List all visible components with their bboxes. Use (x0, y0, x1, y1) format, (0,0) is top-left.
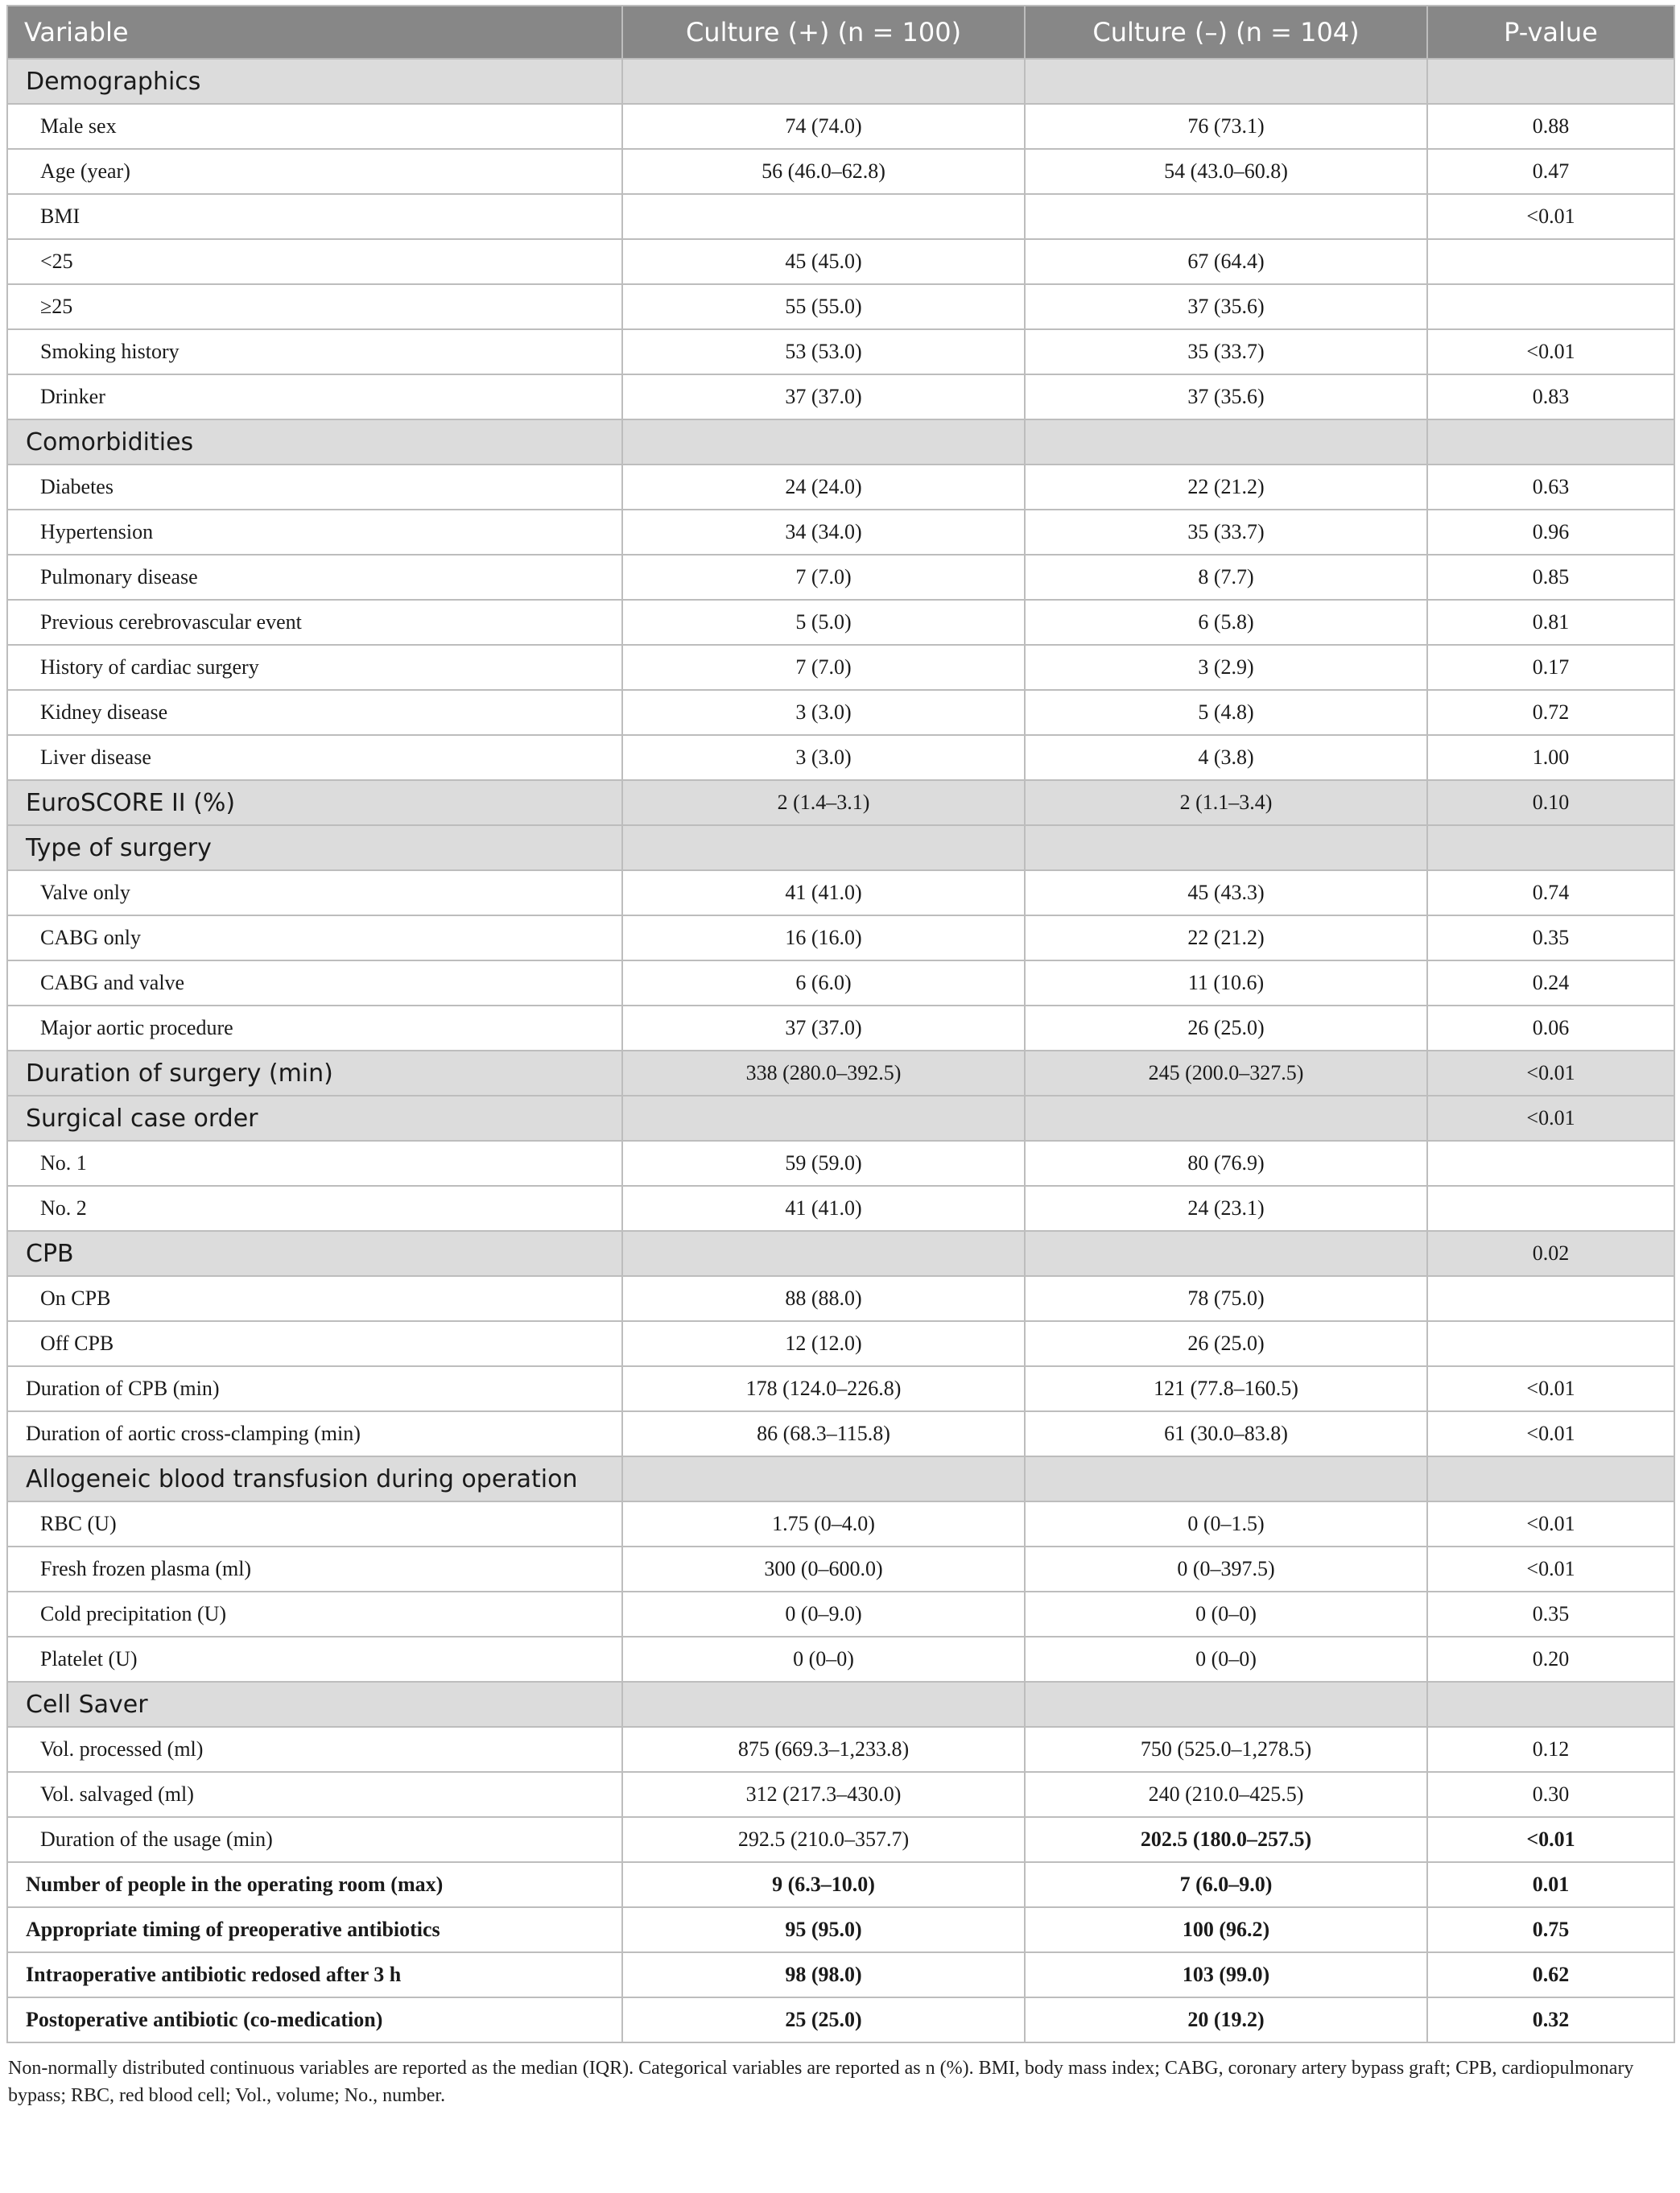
row-label: Diabetes (7, 465, 622, 510)
culture-positive-cell: 37 (37.0) (622, 374, 1025, 419)
row-label: Vol. salvaged (ml) (7, 1772, 622, 1817)
culture-negative-cell: 80 (76.9) (1025, 1141, 1427, 1186)
culture-negative-cell: 5 (4.8) (1025, 690, 1427, 735)
p-value-cell: 0.06 (1427, 1006, 1674, 1051)
culture-positive-cell: 34 (34.0) (622, 510, 1025, 555)
row-label: Kidney disease (7, 690, 622, 735)
p-value-cell: 0.35 (1427, 915, 1674, 960)
p-value-cell (1427, 1276, 1674, 1321)
culture-positive-cell: 25 (25.0) (622, 1997, 1025, 2042)
p-value-cell: 0.35 (1427, 1592, 1674, 1637)
table-row (7, 1907, 1674, 1952)
row-label: History of cardiac surgery (7, 645, 622, 690)
p-value-cell: <0.01 (1427, 329, 1674, 374)
p-value-cell: 0.24 (1427, 960, 1674, 1006)
row-label: Age (year) (7, 149, 622, 194)
row-label: Hypertension (7, 510, 622, 555)
row-label: Platelet (U) (7, 1637, 622, 1682)
culture-negative-cell (1025, 825, 1427, 870)
row-label: Vol. processed (ml) (7, 1727, 622, 1772)
p-value-cell (1427, 419, 1674, 465)
culture-positive-cell: 24 (24.0) (622, 465, 1025, 510)
row-label: Cell Saver (7, 1682, 622, 1727)
culture-positive-cell: 59 (59.0) (622, 1141, 1025, 1186)
row-label: Duration of aortic cross-clamping (min) (7, 1411, 622, 1456)
culture-negative-cell: 0 (0–0) (1025, 1592, 1427, 1637)
table-row (7, 960, 1674, 1006)
table-row (7, 645, 1674, 690)
culture-positive-cell: 41 (41.0) (622, 1186, 1025, 1231)
header-variable: Variable (7, 6, 622, 59)
culture-negative-cell (1025, 1682, 1427, 1727)
culture-positive-cell: 0 (0–0) (622, 1637, 1025, 1682)
section-row (7, 1682, 1674, 1727)
row-label: Drinker (7, 374, 622, 419)
culture-positive-cell: 88 (88.0) (622, 1276, 1025, 1321)
row-label: Cold precipitation (U) (7, 1592, 622, 1637)
table-row (7, 555, 1674, 600)
culture-negative-cell: 20 (19.2) (1025, 1997, 1427, 2042)
p-value-cell: 0.20 (1427, 1637, 1674, 1682)
p-value-cell: <0.01 (1427, 1501, 1674, 1547)
table-row (7, 1952, 1674, 1997)
table-row (7, 600, 1674, 645)
culture-positive-cell: 98 (98.0) (622, 1952, 1025, 1997)
table-row (7, 1637, 1674, 1682)
row-label: Smoking history (7, 329, 622, 374)
culture-positive-cell: 9 (6.3–10.0) (622, 1862, 1025, 1907)
table-row (7, 1862, 1674, 1907)
table-body (7, 59, 1674, 2042)
row-label: CPB (7, 1231, 622, 1276)
table-row (7, 194, 1674, 239)
culture-positive-cell: 41 (41.0) (622, 870, 1025, 915)
table-row (7, 510, 1674, 555)
culture-negative-cell: 35 (33.7) (1025, 329, 1427, 374)
row-label: Major aortic procedure (7, 1006, 622, 1051)
culture-negative-cell: 54 (43.0–60.8) (1025, 149, 1427, 194)
culture-positive-cell: 6 (6.0) (622, 960, 1025, 1006)
culture-positive-cell (622, 1682, 1025, 1727)
row-label: Liver disease (7, 735, 622, 780)
p-value-cell: <0.01 (1427, 1096, 1674, 1141)
culture-positive-cell: 2 (1.4–3.1) (622, 780, 1025, 825)
culture-negative-cell: 37 (35.6) (1025, 284, 1427, 329)
culture-positive-cell: 7 (7.0) (622, 645, 1025, 690)
p-value-cell: 0.74 (1427, 870, 1674, 915)
culture-positive-cell: 1.75 (0–4.0) (622, 1501, 1025, 1547)
culture-negative-cell: 202.5 (180.0–257.5) (1025, 1817, 1427, 1862)
culture-positive-cell (622, 1096, 1025, 1141)
table-row (7, 1186, 1674, 1231)
row-label: Appropriate timing of preoperative antibiotics (7, 1907, 622, 1952)
culture-positive-cell: 74 (74.0) (622, 104, 1025, 149)
p-value-cell: <0.01 (1427, 1547, 1674, 1592)
culture-positive-cell (622, 59, 1025, 104)
p-value-cell: 0.75 (1427, 1907, 1674, 1952)
table-row (7, 1817, 1674, 1862)
p-value-cell (1427, 1141, 1674, 1186)
section-row (7, 59, 1674, 104)
header-culture-negative: Culture (–) (n = 104) (1025, 6, 1427, 59)
table-row (7, 1411, 1674, 1456)
culture-positive-cell: 338 (280.0–392.5) (622, 1051, 1025, 1096)
row-label: Comorbidities (7, 419, 622, 465)
culture-negative-cell (1025, 59, 1427, 104)
p-value-cell (1427, 1321, 1674, 1366)
row-label: Surgical case order (7, 1096, 622, 1141)
culture-positive-cell (622, 1231, 1025, 1276)
row-label: Pulmonary disease (7, 555, 622, 600)
p-value-cell: 0.47 (1427, 149, 1674, 194)
section-row (7, 780, 1674, 825)
p-value-cell: <0.01 (1427, 1411, 1674, 1456)
row-label: BMI (7, 194, 622, 239)
row-label: Number of people in the operating room (max) (7, 1862, 622, 1907)
culture-positive-cell: 875 (669.3–1,233.8) (622, 1727, 1025, 1772)
p-value-cell: <0.01 (1427, 1051, 1674, 1096)
culture-negative-cell: 0 (0–1.5) (1025, 1501, 1427, 1547)
culture-negative-cell (1025, 1231, 1427, 1276)
culture-positive-cell (622, 419, 1025, 465)
table-row (7, 1592, 1674, 1637)
p-value-cell (1427, 1682, 1674, 1727)
row-label: EuroSCORE II (%) (7, 780, 622, 825)
row-label: Duration of CPB (min) (7, 1366, 622, 1411)
culture-negative-cell: 103 (99.0) (1025, 1952, 1427, 1997)
table-row (7, 149, 1674, 194)
p-value-cell: 0.83 (1427, 374, 1674, 419)
table-row (7, 1997, 1674, 2042)
table-row (7, 1727, 1674, 1772)
p-value-cell: 0.01 (1427, 1862, 1674, 1907)
row-label: Allogeneic blood transfusion during operation (7, 1456, 622, 1501)
p-value-cell (1427, 1186, 1674, 1231)
culture-negative-cell: 78 (75.0) (1025, 1276, 1427, 1321)
p-value-cell: 0.12 (1427, 1727, 1674, 1772)
culture-negative-cell: 0 (0–0) (1025, 1637, 1427, 1682)
culture-negative-cell: 76 (73.1) (1025, 104, 1427, 149)
section-row (7, 825, 1674, 870)
table-row (7, 690, 1674, 735)
culture-positive-cell: 86 (68.3–115.8) (622, 1411, 1025, 1456)
row-label: <25 (7, 239, 622, 284)
row-label: Off CPB (7, 1321, 622, 1366)
row-label: Duration of surgery (min) (7, 1051, 622, 1096)
culture-positive-cell: 45 (45.0) (622, 239, 1025, 284)
row-label: No. 1 (7, 1141, 622, 1186)
p-value-cell: 0.02 (1427, 1231, 1674, 1276)
culture-negative-cell: 3 (2.9) (1025, 645, 1427, 690)
table-row (7, 915, 1674, 960)
culture-negative-cell (1025, 1096, 1427, 1141)
p-value-cell: 0.81 (1427, 600, 1674, 645)
row-label: Type of surgery (7, 825, 622, 870)
section-row (7, 1096, 1674, 1141)
p-value-cell: 0.85 (1427, 555, 1674, 600)
row-label: Demographics (7, 59, 622, 104)
culture-positive-cell (622, 825, 1025, 870)
culture-positive-cell: 7 (7.0) (622, 555, 1025, 600)
culture-negative-cell: 0 (0–397.5) (1025, 1547, 1427, 1592)
p-value-cell (1427, 825, 1674, 870)
table-row (7, 1501, 1674, 1547)
p-value-cell (1427, 1456, 1674, 1501)
culture-positive-cell: 178 (124.0–226.8) (622, 1366, 1025, 1411)
p-value-cell: <0.01 (1427, 1817, 1674, 1862)
table-row (7, 374, 1674, 419)
row-label: RBC (U) (7, 1501, 622, 1547)
row-label: Postoperative antibiotic (co-medication) (7, 1997, 622, 2042)
table-row (7, 735, 1674, 780)
row-label: ≥25 (7, 284, 622, 329)
row-label: Fresh frozen plasma (ml) (7, 1547, 622, 1592)
culture-negative-cell: 35 (33.7) (1025, 510, 1427, 555)
culture-positive-cell: 37 (37.0) (622, 1006, 1025, 1051)
row-label: CABG and valve (7, 960, 622, 1006)
culture-negative-cell: 750 (525.0–1,278.5) (1025, 1727, 1427, 1772)
row-label: CABG only (7, 915, 622, 960)
culture-negative-cell: 7 (6.0–9.0) (1025, 1862, 1427, 1907)
p-value-cell: 0.96 (1427, 510, 1674, 555)
culture-negative-cell: 100 (96.2) (1025, 1907, 1427, 1952)
culture-positive-cell: 53 (53.0) (622, 329, 1025, 374)
section-row (7, 1231, 1674, 1276)
culture-negative-cell: 22 (21.2) (1025, 915, 1427, 960)
row-label: Intraoperative antibiotic redosed after 3 h (7, 1952, 622, 1997)
row-label: On CPB (7, 1276, 622, 1321)
culture-positive-cell: 95 (95.0) (622, 1907, 1025, 1952)
p-value-cell (1427, 239, 1674, 284)
section-row (7, 1456, 1674, 1501)
table-row (7, 1366, 1674, 1411)
row-label: Valve only (7, 870, 622, 915)
culture-positive-cell (622, 194, 1025, 239)
table-row (7, 1321, 1674, 1366)
culture-positive-cell: 16 (16.0) (622, 915, 1025, 960)
table-row (7, 870, 1674, 915)
culture-negative-cell (1025, 194, 1427, 239)
culture-negative-cell: 37 (35.6) (1025, 374, 1427, 419)
p-value-cell: <0.01 (1427, 194, 1674, 239)
table-row (7, 239, 1674, 284)
culture-positive-cell (622, 1456, 1025, 1501)
culture-positive-cell: 55 (55.0) (622, 284, 1025, 329)
p-value-cell: 1.00 (1427, 735, 1674, 780)
culture-negative-cell: 26 (25.0) (1025, 1321, 1427, 1366)
culture-positive-cell: 0 (0–9.0) (622, 1592, 1025, 1637)
table-row (7, 465, 1674, 510)
section-row (7, 1051, 1674, 1096)
culture-negative-cell: 2 (1.1–3.4) (1025, 780, 1427, 825)
row-label: Duration of the usage (min) (7, 1817, 622, 1862)
table-row (7, 329, 1674, 374)
p-value-cell: <0.01 (1427, 1366, 1674, 1411)
row-label: Previous cerebrovascular event (7, 600, 622, 645)
p-value-cell: 0.30 (1427, 1772, 1674, 1817)
culture-negative-cell: 22 (21.2) (1025, 465, 1427, 510)
table-row (7, 1276, 1674, 1321)
p-value-cell: 0.88 (1427, 104, 1674, 149)
header-culture-positive: Culture (+) (n = 100) (622, 6, 1025, 59)
culture-positive-cell: 300 (0–600.0) (622, 1547, 1025, 1592)
p-value-cell (1427, 284, 1674, 329)
p-value-cell: 0.32 (1427, 1997, 1674, 2042)
row-label: No. 2 (7, 1186, 622, 1231)
culture-positive-cell: 3 (3.0) (622, 690, 1025, 735)
culture-negative-cell: 240 (210.0–425.5) (1025, 1772, 1427, 1817)
table-header-row (7, 6, 1674, 59)
culture-negative-cell (1025, 1456, 1427, 1501)
p-value-cell (1427, 59, 1674, 104)
culture-positive-cell: 12 (12.0) (622, 1321, 1025, 1366)
section-row (7, 419, 1674, 465)
culture-negative-cell: 8 (7.7) (1025, 555, 1427, 600)
culture-negative-cell: 24 (23.1) (1025, 1186, 1427, 1231)
culture-negative-cell: 45 (43.3) (1025, 870, 1427, 915)
culture-positive-cell: 5 (5.0) (622, 600, 1025, 645)
p-value-cell: 0.72 (1427, 690, 1674, 735)
culture-negative-cell: 6 (5.8) (1025, 600, 1427, 645)
culture-negative-cell: 121 (77.8–160.5) (1025, 1366, 1427, 1411)
culture-negative-cell (1025, 419, 1427, 465)
culture-negative-cell: 61 (30.0–83.8) (1025, 1411, 1427, 1456)
culture-negative-cell: 26 (25.0) (1025, 1006, 1427, 1051)
p-value-cell: 0.10 (1427, 780, 1674, 825)
culture-positive-cell: 3 (3.0) (622, 735, 1025, 780)
culture-negative-cell: 67 (64.4) (1025, 239, 1427, 284)
p-value-cell: 0.17 (1427, 645, 1674, 690)
table-container (6, 5, 1674, 2109)
header-p-value: P-value (1427, 6, 1674, 59)
table-row (7, 1772, 1674, 1817)
culture-positive-cell: 56 (46.0–62.8) (622, 149, 1025, 194)
table-footnote: Non-normally distributed continuous variables are reported as the median (IQR). Categorical variables are reported as n (%). BMI, body mass index; CABG, coronary artery bypass graft; CPB, cardiopulmonary bypass; RBC, red blood cell; Vol., volume; No., number. (8, 2058, 1634, 2106)
table-row (7, 284, 1674, 329)
data-table (6, 5, 1675, 2043)
table-row (7, 1141, 1674, 1186)
culture-positive-cell: 312 (217.3–430.0) (622, 1772, 1025, 1817)
row-label: Male sex (7, 104, 622, 149)
p-value-cell: 0.63 (1427, 465, 1674, 510)
p-value-cell: 0.62 (1427, 1952, 1674, 1997)
table-row (7, 104, 1674, 149)
culture-negative-cell: 11 (10.6) (1025, 960, 1427, 1006)
culture-negative-cell: 245 (200.0–327.5) (1025, 1051, 1427, 1096)
culture-positive-cell: 292.5 (210.0–357.7) (622, 1817, 1025, 1862)
table-row (7, 1547, 1674, 1592)
table-row (7, 1006, 1674, 1051)
culture-negative-cell: 4 (3.8) (1025, 735, 1427, 780)
